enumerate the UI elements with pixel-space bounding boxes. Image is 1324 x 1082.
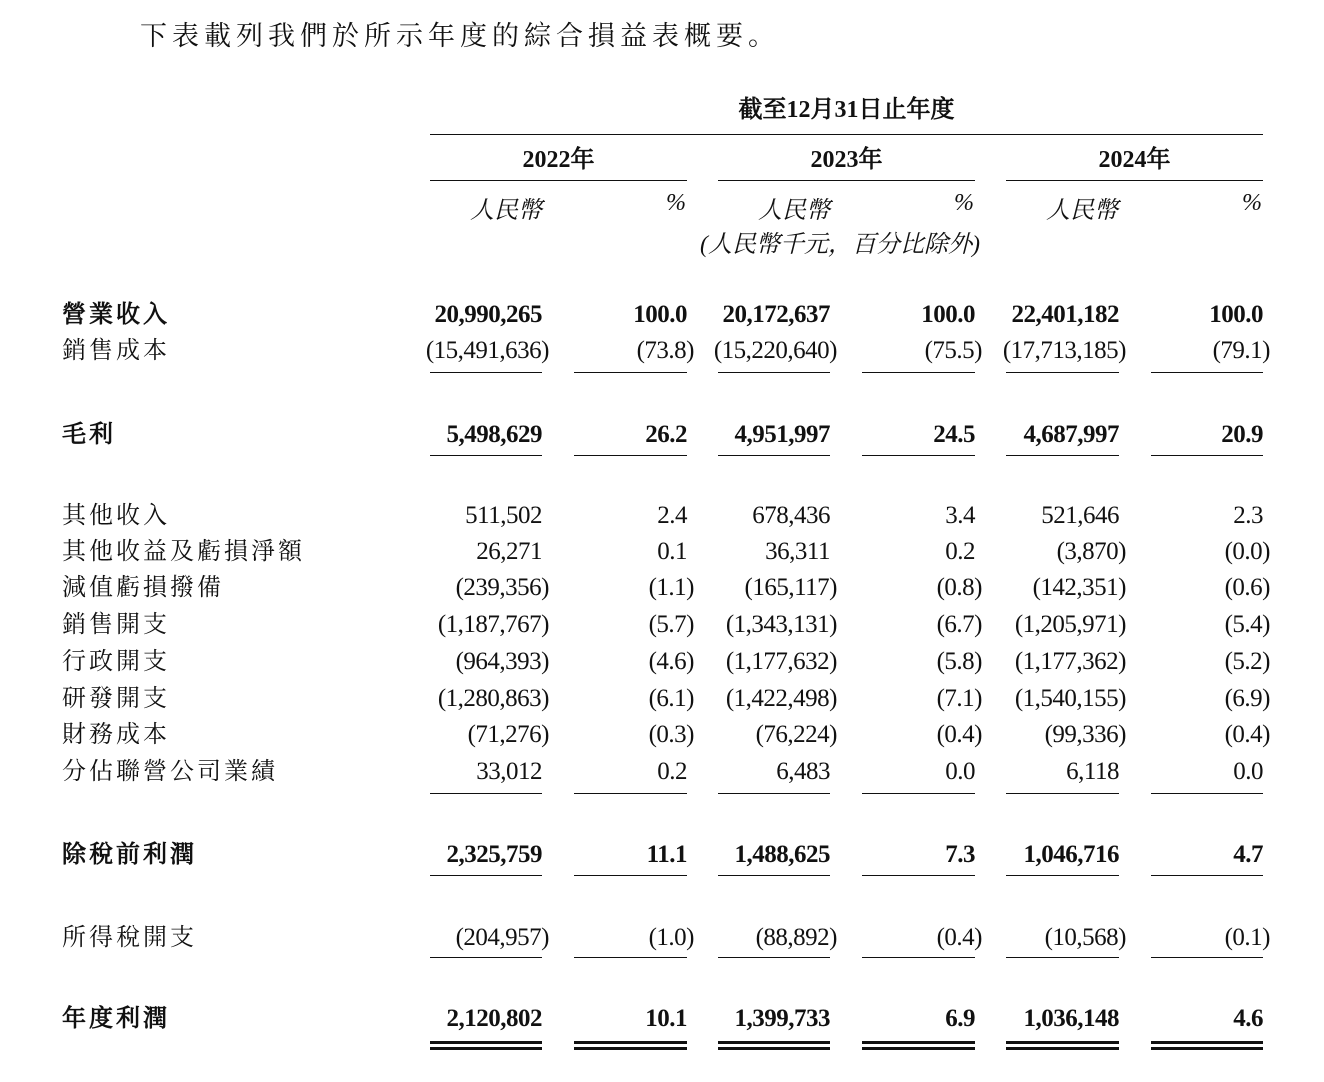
amount-cell: 26,271 <box>476 538 542 565</box>
subtotal-rule <box>862 455 975 456</box>
percent-cell: 2.4 <box>657 502 687 529</box>
amount-cell: 511,502 <box>465 502 542 529</box>
row-label-text: 其他收入 <box>62 503 170 529</box>
percent-cell: (6.9) <box>1224 685 1270 712</box>
amount-cell: 4,687,997 <box>1023 421 1119 448</box>
percent-cell: 4.6 <box>1233 1005 1263 1032</box>
percent-cell: 0.2 <box>657 758 687 785</box>
amount-cell: (17,713,185) <box>1002 337 1126 364</box>
amount-cell: (3,870) <box>1056 538 1126 565</box>
subtotal-rule <box>574 455 687 456</box>
row-label-text: 財務成本 <box>62 722 170 748</box>
amount-cell: (88,892) <box>755 924 837 951</box>
percent-cell: 100.0 <box>921 301 975 328</box>
subtotal-rule <box>718 455 830 456</box>
amount-cell: (1,205,971) <box>1014 611 1126 638</box>
row-label-text: 銷售成本 <box>62 338 170 364</box>
percent-cell: (0.8) <box>936 574 982 601</box>
row-label-text: 除稅前利潤 <box>62 842 197 868</box>
subtotal-rule <box>862 957 975 958</box>
year-2023-rule <box>718 180 975 181</box>
amount-cell: (1,187,767) <box>437 611 549 638</box>
amount-cell: 2,325,759 <box>446 841 542 868</box>
subtotal-rule <box>1151 875 1263 876</box>
subtotal-rule <box>1151 793 1263 794</box>
percent-cell: (5.7) <box>648 611 694 638</box>
percent-cell: 4.7 <box>1233 841 1263 868</box>
percent-cell: 100.0 <box>633 301 687 328</box>
percent-cell: 2.3 <box>1233 502 1263 529</box>
subtotal-rule <box>574 957 687 958</box>
percent-cell: (75.5) <box>924 337 982 364</box>
amount-cell: 678,436 <box>752 502 830 529</box>
amount-cell: (964,393) <box>455 648 549 675</box>
total-double-rule <box>718 1041 830 1050</box>
unit-pct-2024: % <box>1242 190 1262 216</box>
percent-cell: (0.4) <box>936 721 982 748</box>
percent-cell: (0.4) <box>936 924 982 951</box>
intro-text: 下表載列我們於所示年度的綜合損益表概要。 <box>140 21 780 51</box>
amount-cell: 521,646 <box>1041 502 1119 529</box>
percent-cell: 3.4 <box>945 502 975 529</box>
amount-cell: (76,224) <box>755 721 837 748</box>
year-2022-header: 2022年 <box>522 147 595 173</box>
subtotal-rule <box>718 793 830 794</box>
percent-cell: 10.1 <box>645 1005 687 1032</box>
unit-rmb-2022: 人民幣 <box>470 198 542 224</box>
subtotal-rule <box>430 875 542 876</box>
amount-cell: 33,012 <box>476 758 542 785</box>
subtotal-rule <box>430 455 542 456</box>
amount-cell: 6,118 <box>1066 758 1119 785</box>
amount-cell: 36,311 <box>765 538 830 565</box>
subtotal-rule <box>718 875 830 876</box>
amount-cell: 20,172,637 <box>722 301 830 328</box>
subtotal-rule <box>862 372 975 373</box>
subtotal-rule <box>862 793 975 794</box>
subtotal-rule <box>1006 875 1119 876</box>
percent-cell: (5.2) <box>1224 648 1270 675</box>
subtotal-rule <box>1006 455 1119 456</box>
percent-cell: (1.0) <box>648 924 694 951</box>
percent-cell: 0.2 <box>945 538 975 565</box>
row-label-text: 其他收益及虧損淨額 <box>62 539 305 565</box>
percent-cell: 24.5 <box>933 421 975 448</box>
percent-cell: 26.2 <box>645 421 687 448</box>
row-label <box>62 610 392 640</box>
percent-cell: (4.6) <box>648 648 694 675</box>
amount-cell: (142,351) <box>1032 574 1126 601</box>
row-label <box>62 840 392 870</box>
percent-cell: 100.0 <box>1209 301 1263 328</box>
row-label <box>62 501 392 531</box>
row-label <box>62 720 392 750</box>
percent-cell: (0.6) <box>1224 574 1270 601</box>
amount-cell: 22,401,182 <box>1011 301 1119 328</box>
amount-cell: (15,491,636) <box>425 337 549 364</box>
unit-note: (人民幣千元，百分比除外) <box>700 232 980 258</box>
row-label-text: 營業收入 <box>62 302 170 328</box>
unit-rmb-2024: 人民幣 <box>1046 198 1118 224</box>
amount-cell: 1,488,625 <box>734 841 830 868</box>
percent-cell: (79.1) <box>1212 337 1270 364</box>
row-label-text: 年度利潤 <box>62 1006 170 1032</box>
row-label <box>62 336 392 366</box>
row-label-text: 分佔聯營公司業績 <box>62 759 278 785</box>
row-label-text: 所得稅開支 <box>62 925 197 951</box>
percent-cell: (0.0) <box>1224 538 1270 565</box>
row-label-text: 銷售開支 <box>62 612 170 638</box>
year-2023-header: 2023年 <box>810 147 883 173</box>
amount-cell: (71,276) <box>467 721 549 748</box>
percent-cell: 11.1 <box>646 841 687 868</box>
row-label <box>62 300 392 330</box>
year-2024-rule <box>1006 180 1263 181</box>
amount-cell: (15,220,640) <box>713 337 837 364</box>
year-2024-header: 2024年 <box>1098 147 1171 173</box>
percent-cell: (0.3) <box>648 721 694 748</box>
percent-cell: (0.1) <box>1224 924 1270 951</box>
subtotal-rule <box>430 957 542 958</box>
percent-cell: (0.4) <box>1224 721 1270 748</box>
amount-cell: (99,336) <box>1044 721 1126 748</box>
amount-cell: 1,036,148 <box>1023 1005 1119 1032</box>
row-label <box>62 573 392 603</box>
percent-cell: (6.7) <box>936 611 982 638</box>
amount-cell: (1,177,632) <box>725 648 837 675</box>
header-rule <box>430 134 1263 135</box>
row-label-text: 毛利 <box>62 422 116 448</box>
subtotal-rule <box>862 875 975 876</box>
subtotal-rule <box>1006 793 1119 794</box>
subtotal-rule <box>574 793 687 794</box>
amount-cell: 6,483 <box>776 758 830 785</box>
subtotal-rule <box>430 372 542 373</box>
amount-cell: 2,120,802 <box>446 1005 542 1032</box>
subtotal-rule <box>718 372 830 373</box>
subtotal-rule <box>1151 957 1263 958</box>
amount-cell: 1,046,716 <box>1023 841 1119 868</box>
row-label <box>62 647 392 677</box>
percent-cell: (5.8) <box>936 648 982 675</box>
subtotal-rule <box>574 875 687 876</box>
unit-rmb-2023: 人民幣 <box>758 198 830 224</box>
amount-cell: (1,540,155) <box>1014 685 1126 712</box>
percent-cell: 0.0 <box>945 758 975 785</box>
percent-cell: (73.8) <box>636 337 694 364</box>
total-double-rule <box>574 1041 687 1050</box>
total-double-rule <box>1006 1041 1119 1050</box>
percent-cell: 0.0 <box>1233 758 1263 785</box>
percent-cell: 7.3 <box>945 841 975 868</box>
amount-cell: 4,951,997 <box>734 421 830 448</box>
subtotal-rule <box>1151 455 1263 456</box>
amount-cell: (204,957) <box>455 924 549 951</box>
row-label <box>62 757 392 787</box>
row-label-text: 減值虧損撥備 <box>62 575 224 601</box>
row-label <box>62 923 392 953</box>
percent-cell: (5.4) <box>1224 611 1270 638</box>
total-double-rule <box>430 1041 542 1050</box>
total-double-rule <box>1151 1041 1263 1050</box>
percent-cell: (7.1) <box>936 685 982 712</box>
subtotal-rule <box>1151 372 1263 373</box>
subtotal-rule <box>1006 957 1119 958</box>
percent-cell: 0.1 <box>657 538 687 565</box>
percent-cell: (6.1) <box>648 685 694 712</box>
amount-cell: (1,280,863) <box>437 685 549 712</box>
subtotal-rule <box>430 793 542 794</box>
amount-cell: (10,568) <box>1044 924 1126 951</box>
subtotal-rule <box>718 957 830 958</box>
subtotal-rule <box>1006 372 1119 373</box>
percent-cell: 20.9 <box>1221 421 1263 448</box>
row-label <box>62 537 392 567</box>
row-label <box>62 1004 392 1034</box>
amount-cell: 5,498,629 <box>446 421 542 448</box>
year-2022-rule <box>430 180 687 181</box>
row-label-text: 研發開支 <box>62 686 170 712</box>
unit-pct-2023: % <box>954 190 974 216</box>
row-label <box>62 420 392 450</box>
unit-pct-2022: % <box>666 190 686 216</box>
amount-cell: (1,177,362) <box>1014 648 1126 675</box>
row-label-text: 行政開支 <box>62 649 170 675</box>
amount-cell: (1,422,498) <box>725 685 837 712</box>
row-label <box>62 684 392 714</box>
percent-cell: (1.1) <box>648 574 694 601</box>
total-double-rule <box>862 1041 975 1050</box>
percent-cell: 6.9 <box>945 1005 975 1032</box>
amount-cell: 20,990,265 <box>434 301 542 328</box>
amount-cell: (165,117) <box>744 574 837 601</box>
period-header: 截至12月31日止年度 <box>738 97 955 123</box>
amount-cell: (239,356) <box>455 574 549 601</box>
subtotal-rule <box>574 372 687 373</box>
amount-cell: 1,399,733 <box>734 1005 830 1032</box>
amount-cell: (1,343,131) <box>725 611 837 638</box>
